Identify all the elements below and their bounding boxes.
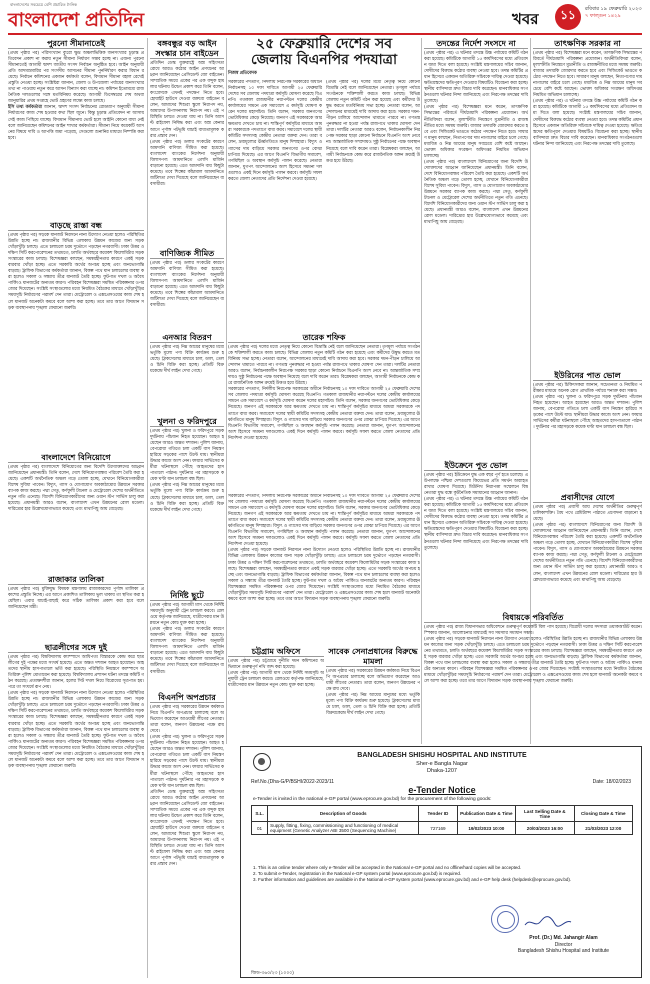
lead-body-col1	[228, 80, 322, 330]
column-rule	[421, 38, 422, 744]
article-body-cont: সরকারের পদত্যাগ, নির্দলীয় নিরপেক্ষ সরকারের অধীনে নির্বাচনসহ ১০ দফা দাবিতে আগামী ২৫ ফেব্রুয়ারি দেশের সব জেলায় পদযাত্রা কর্মসূচি ঘোষণা করেছে বিএনপি। গতকাল রাজধানীর নয়াপল্টনে দলের কেন্দ্রীয় কার্যালয়ের সামনে এক সমাবেশে এ কর্মসূচি ঘোষণা করেন দলের মহাসচিব। তিনি বলেন, সরকার জনগণের ভোটাধিকার কেড়ে নিয়েছে। জনগণ এই সরকারকে আর ক্ষমতায় দেখতে চায় না। শান্তিপূর্ণ কর্মসূচির মাধ্যমে আমরা সরকারকে পদত্যাগে বাধ্য করব। সমাবেশে দলের স্থায়ী কমিটির সদস্যসহ কেন্দ্রীয় নেতারা বক্তব্য দেন। তারা বলেন, দ্রব্যমূল্যের ঊর্ধ্বগতিতে মানুষ দিশাহারা। বিদ্যুৎ ও গ্যাসের দাম বাড়িয়ে সরকার জনগণের ওপর বোঝা চাপিয়ে দিয়েছে। এর আগে বিএনপি বিভাগীয় সমাবেশ, গণমিছিল ও অবস্থান কর্মসূচি পালন করেছে। নেতারা জানান, যুগপৎ আন্দোলনের অংশ হিসেবে সমমনা দলগুলোও একই দিনে কর্মসূচি পালন করবে। কর্মসূচি সফল করতে জেলা নেতাদের প্রতি নির্দেশনা দেওয়া হয়েছে।	[228, 387, 420, 441]
article-bnp-opoprochar	[150, 692, 224, 978]
cell-description: Supply, fitting, fixing, commissioning and functioning of medical equipment (Genetic Analyzer ABI 3500 (Sequencing Machine)	[268, 822, 419, 835]
article-rajakar-talika	[8, 574, 144, 640]
article-body-cont: প্রতিদিন ডেস্ক যুক্তরাষ্ট্রে অস্ত্র সহিংসতা রোধে আরও কঠোর আইন প্রণয়নের আহ্বান জানিয়েছেন প্রেসিডেন্ট জো বাইডেন। সাম্প্রতিক সময়ে একের পর এক বন্দুক হামলার ঘটনায় উদ্বেগ প্রকাশ করে তিনি বলেন, কংগ্রেসকে এখনই পদক্ষেপ নিতে হবে। হোয়াইট হাউসে দেওয়া বক্তব্যে বাইডেন বলেন, আমাদের শিশুরা স্কুলে নিরাপদ নয়, আমাদের উপাসনালয় নিরাপদ নয়। এই পরিস্থিতি চলতে দেওয়া যায় না। তিনি অ্যাসল্ট রাইফেল নিষিদ্ধ করা এবং অস্ত্র কেনার আগে পূর্ণাঙ্গ পটভূমি যাচাই বাধ্যতামূলক করার প্রস্তাব দেন।	[150, 789, 224, 868]
article-chhatraleague	[8, 642, 144, 978]
article-body: (প্রথম পৃষ্ঠার পর) ইউক্রেনে যুদ্ধ এক বছর পূর্ণ হতে চলেছে। এ উপলক্ষে পশ্চিমা দেশগুলো কিয়েভের প্রতি সমর্থন অব্যাহত রাখার ঘোষণা দিয়েছে। মিউনিখ নিরাপত্তা সম্মেলনে বিশ্বনেতারা যুদ্ধ বন্ধে কূটনৈতিক সমাধানের আহ্বান জানান।	[424, 473, 528, 497]
col-header: Tender ID	[419, 806, 457, 822]
article-sabek-senaprodhan	[326, 646, 420, 744]
cell-tender-id: 727169	[419, 822, 457, 835]
cell-closing: 21/03/2023 12:00	[574, 822, 632, 835]
article-body: (প্রথম পৃষ্ঠার পর) দলের মধ্যে নেতৃত্ব নিয়ে কোনো বিভ্রান্তি নেই বলে জানিয়েছেন নেতারা। তৃণমূল পর্যায়ে সংগঠনকে শক্তিশালী করতে কাজ চলছে। বিভিন্ন জেলায় নতুন কমিটি গঠন করা হয়েছে এবং কর্মীদের উদ্বুদ্ধ করতে মতবিনিময় সভা হচ্ছে। নেতারা বলেন, আন্দোলনের মাধ্যমেই দাবি আদায় করা হবে। সরকার দমন-পীড়ন চালিয়ে আন্দোলন থামাতে পারবে না। গণতন্ত্র পুনরুদ্ধার না হওয়া পর্যন্ত রাজপথে থাকার ঘোষণা দেন তারা। দলটির নেতারা আরও বলেন, নির্বাচনকালীন নিরপেক্ষ সরকার ছাড়া কোনো নির্বাচনে বিএনপি অংশ নেবে না। আন্তর্জাতিক সম্প্রদায়ও সুষ্ঠু নির্বাচনের পক্ষে অবস্থান নিয়েছে বলে দাবি করেন তারা। বিশ্লেষকরা বলছেন, আগামী নির্বাচনকে কেন্দ্র করে রাজনৈতিক অঙ্গন ক্রমেই উত্তপ্ত হয়ে উঠছে।	[326, 80, 420, 164]
article-body	[8, 105, 144, 141]
article-bidhayak	[424, 612, 642, 744]
tender-note: 3. Further information and guidelines are available in the National e-GP system portal (www.eprocure.gov.bd) and e-GP help desk (helpdesk@eprocure.gov.bd).	[253, 877, 572, 882]
article-headline: এনআর বিতরণ	[150, 332, 224, 343]
article-body: (প্রথম পৃষ্ঠার পর) এ ঘটনার তদন্তে উচ্চ পর্যায়ের কমিটি গঠন করা হয়েছে। কমিটিকে আগামী ১৫ কার্যদিবসের মধ্যে প্রতিবেদন জমা দিতে বলা হয়েছে। সংশ্লিষ্ট মন্ত্রণালয়ের সচিব জানান, দোষীদের বিরুদ্ধে কঠোর ব্যবস্থা নেওয়া হবে। তদন্ত কমিটির প্রধান হিসেবে একজন অতিরিক্ত সচিবকে দায়িত্ব দেওয়া হয়েছে। ক্ষতিগ্রস্তদের ক্ষতিপূরণ দেওয়ার বিষয়টিও বিবেচনা করা হচ্ছে। স্থানীয় বাসিন্দারা দ্রুত বিচার দাবি করেছেন। মানবাধিকার সংগঠনগুলো ঘটনার নিন্দা জানিয়েছে এবং নিরপেক্ষ তদন্তের দাবি তুলেছে।	[424, 51, 528, 105]
signer-organization: Bangladesh Shishu Hospital and Institute	[517, 948, 610, 954]
column-rule	[147, 38, 148, 978]
article-headline: বাড়ছে রাস্তা বন্ধ	[8, 220, 144, 231]
signer-name: Prof. (Dr.) Md. Jahangir Alam	[529, 935, 598, 941]
lead-continuation	[228, 494, 420, 644]
article-body: (প্রথম পৃষ্ঠার পর) মুক্তিযুদ্ধ বিষয়ক মন্ত্রণালয় রাজাকারদের পূর্ণাঙ্গ তালিকা প্রকাশের প্রস্তুতি নিচ্ছে। এর আগে প্রকাশিত তালিকায় ভুল থাকায় তা স্থগিত করা হয়েছিল। এবার যাচাই-বাছাই করে সঠিক তালিকা প্রকাশ করা হবে বলে জানিয়েছেন মন্ত্রী।	[8, 587, 144, 611]
masthead-rule	[8, 33, 642, 35]
tender-note: 2. To submit e-Tender, registration in the National e-GP system portal (www.eprocure.gov.bd) is required.	[253, 871, 462, 876]
gd-number: জিড-৩৬০/২৩ (১০০০)	[251, 970, 294, 975]
tender-intro: e-Tender is invited in the national e-GP portal (www.eprocure.gov.bd) for the procurement of the following goods:	[253, 797, 492, 802]
col-header: Description of Goods	[268, 806, 419, 822]
article-body-cont: (প্রথম পৃষ্ঠার পর) নিম্ন আয়ের মানুষের মধ্যে ভর্তুকি মূল্যে পণ্য বিক্রি কার্যক্রম শুরু হয়েছে। ট্রাকসেলের মাধ্যমে চাল, ডাল, তেল ও চিনি বিক্রি করা হচ্ছে। প্রতিটি বিক্রয়কেন্দ্রে দীর্ঘ লাইন দেখা গেছে।	[326, 693, 420, 717]
lead-body-col2	[326, 80, 420, 330]
article-headline: ছাত্রলীগের সঙ্গে দুই	[8, 642, 144, 653]
article-headline: পুরনো সীমানাতেই	[8, 38, 144, 49]
table-row	[252, 822, 633, 835]
article-body: প্রতিদিন ডেস্ক যুক্তরাষ্ট্রে অস্ত্র সহিংসতা রোধে আরও কঠোর আইন প্রণয়নের আহ্বান জানিয়েছেন প্রেসিডেন্ট জো বাইডেন। সাম্প্রতিক সময়ে একের পর এক বন্দুক হামলার ঘটনায় উদ্বেগ প্রকাশ করে তিনি বলেন, কংগ্রেসকে এখনই পদক্ষেপ নিতে হবে। হোয়াইট হাউসে দেওয়া বক্তব্যে বাইডেন বলেন, আমাদের শিশুরা স্কুলে নিরাপদ নয়, আমাদের উপাসনালয় নিরাপদ নয়। এই পরিস্থিতি চলতে দেওয়া যায় না। তিনি অ্যাসল্ট রাইফেল নিষিদ্ধ করা এবং অস্ত্র কেনার আগে পূর্ণাঙ্গ পটভূমি যাচাই বাধ্যতামূলক করার প্রস্তাব দেন।	[150, 61, 224, 139]
article-headline: তাৎক্ষণিক সরকার না	[533, 38, 642, 49]
article-body-cont: (প্রথম পৃষ্ঠার পর) ডলার সংকটের কারণে আমদানি বাণিজ্য সীমিত করা হয়েছে। বাংলাদেশ ব্যাংকের নির্দেশনা অনুযায়ী বিলাসপণ্য আমদানিতে এলসি মার্জিন বাড়ানো হয়েছে। এতে আমদানি ব্যয় কিছুটা কমেছে। তবে শিল্পের কাঁচামাল আমদানিতে জটিলতা দেখা দিয়েছে বলে জানিয়েছেন ব্যবসায়ীরা।	[150, 139, 224, 187]
cell-sl: 01	[252, 822, 268, 835]
article-headline: বঙ্গবন্ধুর বড় আইন সংস্কার চান বাইডেন	[150, 38, 224, 59]
article-headline: প্রবাসীদের যোগে	[533, 492, 642, 503]
article-body: (প্রথম পৃষ্ঠার পর) নিম্ন আয়ের মানুষের মধ্যে ভর্তুকি মূল্যে পণ্য বিক্রি কার্যক্রম শুরু হয়েছে। ট্রাকসেলের মাধ্যমে চাল, ডাল, তেল ও চিনি বিক্রি করা হচ্ছে। প্রতিটি বিক্রয়কেন্দ্রে দীর্ঘ লাইন দেখা গেছে।	[150, 345, 224, 375]
article-body: (প্রথম পৃষ্ঠার পর) সড়কে যানজট নিরসনে নানা উদ্যোগ নেওয়া হলেও পরিস্থিতির উন্নতি হচ্ছে না। রাজধানীর বিভিন্ন এলাকায় উন্নয়ন কাজের জন্য সড়ক খোঁড়াখুঁড়ি চলছে। এতে চলাচলে চরম দুর্ভোগে পড়ছেন নগরবাসী। ঢাকা উত্তর ও দক্ষিণ সিটি করপোরেশনের তথ্যমতে, চলতি অর্থবছরে কয়েকশ কিলোমিটার সড়ক সংস্কারের কাজ চলছে। বিশেষজ্ঞরা বলছেন, সমন্বয়হীনতার কারণে একই সড়ক বারবার খোঁড়া হচ্ছে। এতে সরকারি অর্থের অপচয় হচ্ছে এবং জনভোগান্তি বাড়ছে। ট্রাফিক বিভাগের কর্মকর্তারা জানান, বিকল্প পথে যান চলাচলের ব্যবস্থা করা হলেও সকাল ও সন্ধ্যায় তীব্র যানজট তৈরি হচ্ছে। ফুটপাত দখল ও অবৈধ পার্কিংও যানজটের অন্যতম কারণ। পরিবহন বিশেষজ্ঞরা সমন্বিত পরিকল্পনার ওপর জোর দিয়েছেন। সংশ্লিষ্ট সংস্থাগুলোর মধ্যে নিয়মিত বৈঠকের মাধ্যমে খোঁড়াখুঁড়ির সময়সূচি নির্ধারণের পরামর্শ দেন তারা। মেট্রোরেল ও এক্সপ্রেসওয়ের কাজ শেষ হলে যানজট অনেকটা কমবে বলে আশা করা হচ্ছে। তবে তার আগে বিদ্যমান সড়ক ব্যবস্থাপনায় শৃঙ্খলা ফেরানো জরুরি।	[8, 233, 144, 311]
col-header: Last Selling Date & Time	[516, 806, 574, 822]
article-body: (প্রথম পৃষ্ঠার পর) আগামী মাস থেকে নির্দিষ্ট সময়সূচি অনুযায়ী ট্রেন চলাচল করবে। রেলওয়ে কর্তৃপক্ষ জানিয়েছে, যাত্রীসেবার মান উন্নয়নে নতুন কোচ যুক্ত করা হচ্ছে।	[150, 603, 224, 627]
article-body: (প্রথম পৃষ্ঠার পর) বিশেষজ্ঞরা মনে করেন, তাৎক্ষণিক সিদ্ধান্তের পরিবর্তে দীর্ঘমেয়াদি পরিকল্পনা প্রয়োজন। অর্থনীতিবিদরা বলেন, মূল্যস্ফীতি নিয়ন্ত্রণে মুদ্রানীতি ও রাজস্বনীতির মধ্যে সমন্বয় জরুরি। বাজার তদারকি জোরদার করতে হবে এবং সিন্ডিকেট ভাঙতে কঠোর পদক্ষেপ নিতে হবে। সাধারণ মানুষ বলছেন, নিত্যপণ্যের দাম নাগালের বাইরে চলে গেছে। মধ্যবিত্ত ও নিম্ন আয়ের মানুষ সবচেয়ে বেশি কষ্টে আছেন। ভোক্তা অধিকার সংরক্ষণ অধিদপ্তর নিয়মিত অভিযান চালাচ্ছে।	[533, 51, 642, 99]
signature-icon	[523, 915, 573, 929]
article-body: (প্রথম পৃষ্ঠার পর) পরিসংখ্যান ব্যুরো ক্ষুদ্র অঞ্চলভিত্তিক জনসংখ্যার চূড়ান্ত প্রতিবেদন প্রকাশ না করায় নতুন সীমানা নির্ধারণ সম্ভব হচ্ছে না। এজন্য পুরনো সীমানাতেই আগামী দ্বাদশ জাতীয় সংসদ নির্বাচন অনুষ্ঠিত হবে। আইন অনুযায়ী প্রতি আদমশুমারির পর সংসদীয় আসনের সীমানা পুনর্নির্ধারণ করার বিধান রয়েছে। নির্বাচন কমিশনের একজন কর্মকর্তা বলেন, বিদ্যমান সীমানা বহাল রেখেই প্রস্তুতি নেওয়া হচ্ছে। সংশ্লিষ্টরা জানান, জেলা ও উপজেলা পর্যায়ের জনসংখ্যার তথ্য না পাওয়ায় নতুন করে আসন বিন্যাস করা যাচ্ছে না। কমিশন ইতোমধ্যে রাজনৈতিক দলগুলোর সঙ্গে মতবিনিময় করেছে। আগামী ডিসেম্বরের শেষ অথবা জানুয়ারির প্রথম সপ্তাহে ভোট গ্রহণের লক্ষ্যে কাজ চলছে।	[8, 51, 144, 105]
signer-title: Director	[554, 941, 573, 948]
article-body-repeat: (প্রথম পৃষ্ঠার পর) সড়কে যানজট নিরসনে নানা উদ্যোগ নেওয়া হলেও পরিস্থিতির উন্নতি হচ্ছে না। রাজধানীর বিভিন্ন এলাকায় উন্নয়ন কাজের জন্য সড়ক খোঁড়াখুঁড়ি চলছে। এতে চলাচলে চরম দুর্ভোগে পড়ছেন নগরবাসী। ঢাকা উত্তর ও দক্ষিণ সিটি করপোরেশনের তথ্যমতে, চলতি অর্থবছরে কয়েকশ কিলোমিটার সড়ক সংস্কারের কাজ চলছে। বিশেষজ্ঞরা বলছেন, সমন্বয়হীনতার কারণে একই সড়ক বারবার খোঁড়া হচ্ছে। এতে সরকারি অর্থের অপচয় হচ্ছে এবং জনভোগান্তি বাড়ছে। ট্রাফিক বিভাগের কর্মকর্তারা জানান, বিকল্প পথে যান চলাচলের ব্যবস্থা করা হলেও সকাল ও সন্ধ্যায় তীব্র যানজট তৈরি হচ্ছে। ফুটপাত দখল ও অবৈধ পার্কিংও যানজটের অন্যতম কারণ। পরিবহন বিশেষজ্ঞরা সমন্বিত পরিকল্পনার ওপর জোর দিয়েছেন। সংশ্লিষ্ট সংস্থাগুলোর মধ্যে নিয়মিত বৈঠকের মাধ্যমে খোঁড়াখুঁড়ির সময়সূচি নির্ধারণের পরামর্শ দেন তারা। মেট্রোরেল ও এক্সপ্রেসওয়ের কাজ শেষ হলে যানজট অনেকটা কমবে বলে আশা করা হচ্ছে। তবে তার আগে বিদ্যমান সড়ক ব্যবস্থাপনায় শৃঙ্খলা ফেরানো জরুরি।	[8, 691, 144, 769]
article-body: (প্রথম পৃষ্ঠার পর) খুলনা ও ফরিদপুরে সড়ক দুর্ঘটনায় পাঁচজন নিহত হয়েছেন। আহত হয়েছেন আরও অন্তত দশজন। পুলিশ জানায়, বেপরোয়া গতিতে চলা একটি বাস নিয়ন্ত্রণ হারিয়ে সড়কের পাশে উল্টে যায়। স্থানীয়রা উদ্ধার কাজে অংশ নেন। ফায়ার সার্ভিসের কর্মীরা ঘটনাস্থলে পৌঁছে আহতদের হাসপাতালে পাঠান। দুর্ঘটনার পর মহাসড়কে কয়েক ঘণ্টা যান চলাচল বন্ধ ছিল।	[150, 429, 224, 483]
article-puraton-simana	[8, 38, 144, 218]
article-subhead: ইসি তথ্য কর্মকর্তারা	[8, 105, 42, 111]
article-body-cont: (প্রথম পৃষ্ঠার পর) নিম্ন আয়ের মানুষের মধ্যে ভর্তুকি মূল্যে পণ্য বিক্রি কার্যক্রম শুরু হয়েছে। ট্রাকসেলের মাধ্যমে চাল, ডাল, তেল ও চিনি বিক্রি করা হচ্ছে। প্রতিটি বিক্রয়কেন্দ্রে দীর্ঘ লাইন দেখা গেছে।	[150, 483, 224, 513]
article-body-cont: (প্রথম পৃষ্ঠার পর) বাংলাদেশে বিনিয়োগের জন্য বিদেশি উদ্যোক্তাদের আহ্বান জানিয়েছেন প্রধানমন্ত্রী। তিনি বলেন, দেশে বিনিয়োগবান্ধব পরিবেশ তৈরি করা হয়েছে। একশটি অর্থনৈতিক অঞ্চল গড়ে তোলা হচ্ছে, যেখানে বিনিয়োগকারীরা বিশেষ সুবিধা পাবেন। বিদ্যুৎ, গ্যাস ও যোগাযোগ অবকাঠামোর উন্নয়নে সরকার ব্যাপক কাজ করছে। পদ্মা সেতু, কর্ণফুলী টানেল ও মেট্রোরেল দেশের অর্থনীতিতে নতুন গতি এনেছে। বিদেশি বিনিয়োগকারীদের জন্য ওয়ান স্টপ সার্ভিস চালু করা হয়েছে। প্রধানমন্ত্রী আরও বলেন, বাংলাদেশ এখন উন্নয়নের রোল মডেল। দারিদ্র্যের হার উল্লেখযোগ্যভাবে কমেছে এবং মাথাপিছু আয় বেড়েছে।	[533, 523, 642, 583]
article-nirdishto	[150, 590, 224, 690]
article-headline: ইউরিনের পাত ভোল	[533, 370, 642, 381]
article-ukraine	[424, 460, 528, 610]
tender-address-line1: Sher-e Bangla Nagar	[416, 761, 468, 767]
article-body: (প্রথম পৃষ্ঠার পর) দলের মধ্যে নেতৃত্ব নিয়ে কোনো বিভ্রান্তি নেই বলে জানিয়েছেন নেতারা। তৃণমূল পর্যায়ে সংগঠনকে শক্তিশালী করতে কাজ চলছে। বিভিন্ন জেলায় নতুন কমিটি গঠন করা হয়েছে এবং কর্মীদের উদ্বুদ্ধ করতে মতবিনিময় সভা হচ্ছে। নেতারা বলেন, আন্দোলনের মাধ্যমেই দাবি আদায় করা হবে। সরকার দমন-পীড়ন চালিয়ে আন্দোলন থামাতে পারবে না। গণতন্ত্র পুনরুদ্ধার না হওয়া পর্যন্ত রাজপথে থাকার ঘোষণা দেন তারা। দলটির নেতারা আরও বলেন, নির্বাচনকালীন নিরপেক্ষ সরকার ছাড়া কোনো নির্বাচনে বিএনপি অংশ নেবে না। আন্তর্জাতিক সম্প্রদায়ও সুষ্ঠু নির্বাচনের পক্ষে অবস্থান নিয়েছে বলে দাবি করেন তারা। বিশ্লেষকরা বলছেন, আগামী নির্বাচনকে কেন্দ্র করে রাজনৈতিক অঙ্গন ক্রমেই উত্তপ্ত হয়ে উঠছে।	[228, 345, 420, 387]
article-headline: বিএনপি অপপ্রচার	[150, 692, 224, 703]
article-body: (প্রথম পৃষ্ঠার পর) বাংলাদেশে বিনিয়োগের জন্য বিদেশি উদ্যোক্তাদের আহ্বান জানিয়েছেন প্রধানমন্ত্রী। তিনি বলেন, দেশে বিনিয়োগবান্ধব পরিবেশ তৈরি করা হয়েছে। একশটি অর্থনৈতিক অঞ্চল গড়ে তোলা হচ্ছে, যেখানে বিনিয়োগকারীরা বিশেষ সুবিধা পাবেন। বিদ্যুৎ, গ্যাস ও যোগাযোগ অবকাঠামোর উন্নয়নে সরকার ব্যাপক কাজ করছে। পদ্মা সেতু, কর্ণফুলী টানেল ও মেট্রোরেল দেশের অর্থনীতিতে নতুন গতি এনেছে। বিদেশি বিনিয়োগকারীদের জন্য ওয়ান স্টপ সার্ভিস চালু করা হয়েছে। প্রধানমন্ত্রী আরও বলেন, বাংলাদেশ এখন উন্নয়নের রোল মডেল। দারিদ্র্যের হার উল্লেখযোগ্যভাবে কমেছে এবং মাথাপিছু আয় বেড়েছে।	[8, 465, 144, 513]
article-body: সরকারের পদত্যাগ, নির্দলীয় নিরপেক্ষ সরকারের অধীনে নির্বাচনসহ ১০ দফা দাবিতে আগামী ২৫ ফেব্রুয়ারি দেশের সব জেলায় পদযাত্রা কর্মসূচি ঘোষণা করেছে বিএনপি। গতকাল রাজধানীর নয়াপল্টনে দলের কেন্দ্রীয় কার্যালয়ের সামনে এক সমাবেশে এ কর্মসূচি ঘোষণা করেন দলের মহাসচিব। তিনি বলেন, সরকার জনগণের ভোটাধিকার কেড়ে নিয়েছে। জনগণ এই সরকারকে আর ক্ষমতায় দেখতে চায় না। শান্তিপূর্ণ কর্মসূচির মাধ্যমে আমরা সরকারকে পদত্যাগে বাধ্য করব। সমাবেশে দলের স্থায়ী কমিটির সদস্যসহ কেন্দ্রীয় নেতারা বক্তব্য দেন। তারা বলেন, দ্রব্যমূল্যের ঊর্ধ্বগতিতে মানুষ দিশাহারা। বিদ্যুৎ ও গ্যাসের দাম বাড়িয়ে সরকার জনগণের ওপর বোঝা চাপিয়ে দিয়েছে। এর আগে বিএনপি বিভাগীয় সমাবেশ, গণমিছিল ও অবস্থান কর্মসূচি পালন করেছে। নেতারা জানান, যুগপৎ আন্দোলনের অংশ হিসেবে সমমনা দলগুলোও একই দিনে কর্মসূচি পালন করবে। কর্মসূচি সফল করতে জেলা নেতাদের প্রতি নির্দেশনা দেওয়া হয়েছে।	[228, 494, 420, 548]
column-rule	[226, 38, 227, 744]
article-body-cont: (প্রথম পৃষ্ঠার পর) সড়কে যানজট নিরসনে নানা উদ্যোগ নেওয়া হলেও পরিস্থিতির উন্নতি হচ্ছে না। রাজধানীর বিভিন্ন এলাকায় উন্নয়ন কাজের জন্য সড়ক খোঁড়াখুঁড়ি চলছে। এতে চলাচলে চরম দুর্ভোগে পড়ছেন নগরবাসী। ঢাকা উত্তর ও দক্ষিণ সিটি করপোরেশনের তথ্যমতে, চলতি অর্থবছরে কয়েকশ কিলোমিটার সড়ক সংস্কারের কাজ চলছে। বিশেষজ্ঞরা বলছেন, সমন্বয়হীনতার কারণে একই সড়ক বারবার খোঁড়া হচ্ছে। এতে সরকারি অর্থের অপচয় হচ্ছে এবং জনভোগান্তি বাড়ছে। ট্রাফিক বিভাগের কর্মকর্তারা জানান, বিকল্প পথে যান চলাচলের ব্যবস্থা করা হলেও সকাল ও সন্ধ্যায় তীব্র যানজট তৈরি হচ্ছে। ফুটপাত দখল ও অবৈধ পার্কিংও যানজটের অন্যতম কারণ। পরিবহন বিশেষজ্ঞরা সমন্বিত পরিকল্পনার ওপর জোর দিয়েছেন। সংশ্লিষ্ট সংস্থাগুলোর মধ্যে নিয়মিত বৈঠকের মাধ্যমে খোঁড়াখুঁড়ির সময়সূচি নির্ধারণের পরামর্শ দেন তারা। মেট্রোরেল ও এক্সপ্রেসওয়ের কাজ শেষ হলে যানজট অনেকটা কমবে বলে আশা করা হচ্ছে। তবে তার আগে বিদ্যমান সড়ক ব্যবস্থাপনায় শৃঙ্খলা ফেরানো জরুরি।	[424, 637, 642, 685]
lead-headline-block	[228, 36, 420, 77]
article-body-cont: (প্রথম পৃষ্ঠার পর) খুলনা ও ফরিদপুরে সড়ক দুর্ঘটনায় পাঁচজন নিহত হয়েছেন। আহত হয়েছেন আরও অন্তত দশজন। পুলিশ জানায়, বেপরোয়া গতিতে চলা একটি বাস নিয়ন্ত্রণ হারিয়ে সড়কের পাশে উল্টে যায়। স্থানীয়রা উদ্ধার কাজে অংশ নেন। ফায়ার সার্ভিসের কর্মীরা ঘটনাস্থলে পৌঁছে আহতদের হাসপাতালে পাঠান। দুর্ঘটনার পর মহাসড়কে কয়েক ঘণ্টা যান চলাচল বন্ধ ছিল।	[533, 395, 642, 431]
col-header: Publication Date & Time	[457, 806, 515, 822]
article-headline: ইউক্রেনে পুত ভোল	[424, 460, 528, 471]
article-body-cont: (প্রথম পৃষ্ঠার পর) ডলার সংকটের কারণে আমদানি বাণিজ্য সীমিত করা হয়েছে। বাংলাদেশ ব্যাংকের নির্দেশনা অনুযায়ী বিলাসপণ্য আমদানিতে এলসি মার্জিন বাড়ানো হয়েছে। এতে আমদানি ব্যয় কিছুটা কমেছে। তবে শিল্পের কাঁচামাল আমদানিতে জটিলতা দেখা দিয়েছে বলে জানিয়েছেন ব্যবসায়ীরা।	[150, 627, 224, 675]
tender-date: Date: 18/02/2023	[592, 779, 631, 785]
article-body: (প্রথম পৃষ্ঠার পর) প্রবাসী আয় দেশের অর্থনীতির গুরুত্বপূর্ণ চালিকাশক্তি। বৈধ পথে রেমিট্যান্স পাঠাতে প্রণোদনা বাড়ানো হয়েছে।	[533, 505, 642, 523]
cell-last-selling: 20/03/2023 16:00	[516, 822, 574, 835]
col-header: Closing Date & Time	[574, 806, 632, 822]
dateline	[585, 6, 647, 20]
tender-notice	[240, 746, 642, 978]
official-seal-icon	[491, 905, 519, 933]
section-name: খবর	[512, 10, 539, 28]
article-headline: তদন্তের নির্দেশ সংসদে না	[424, 38, 528, 49]
article-body-cont: (প্রথম পৃষ্ঠার পর) এ ঘটনার তদন্তে উচ্চ পর্যায়ের কমিটি গঠন করা হয়েছে। কমিটিকে আগামী ১৫ কার্যদিবসের মধ্যে প্রতিবেদন জমা দিতে বলা হয়েছে। সংশ্লিষ্ট মন্ত্রণালয়ের সচিব জানান, দোষীদের বিরুদ্ধে কঠোর ব্যবস্থা নেওয়া হবে। তদন্ত কমিটির প্রধান হিসেবে একজন অতিরিক্ত সচিবকে দায়িত্ব দেওয়া হয়েছে। ক্ষতিগ্রস্তদের ক্ষতিপূরণ দেওয়ার বিষয়টিও বিবেচনা করা হচ্ছে। স্থানীয় বাসিন্দারা দ্রুত বিচার দাবি করেছেন। মানবাধিকার সংগঠনগুলো ঘটনার নিন্দা জানিয়েছে এবং নিরপেক্ষ তদন্তের দাবি তুলেছে।	[424, 497, 528, 551]
article-headline: বিধায়কে পরিবর্তিত	[424, 612, 642, 623]
article-tarek	[228, 332, 420, 492]
tender-organization: BANGLADESH SHISHU HOSPITAL AND INSTITUTE	[357, 752, 527, 759]
article-headline: নির্দিষ্ট ছুটে	[150, 590, 224, 601]
lead-byline: নিজস্ব প্রতিবেদক	[228, 71, 257, 76]
signature-block	[491, 935, 636, 955]
article-body: (প্রথম পৃষ্ঠার পর) চট্টগ্রামে দুর্নীতি দমন কমিশনের অভিযানে গুরুত্বপূর্ণ নথি জব্দ করা হয়েছে।	[228, 659, 324, 671]
article-headline: সাবেক সেনাপ্রধানের বিরুদ্ধে মামলা	[326, 646, 420, 667]
article-body: (প্রথম পৃষ্ঠার পর) রাজ্য বিধানসভার অধিবেশনে গুরুত্বপূর্ণ কয়েকটি বিল পাস হয়েছে। বিরোধী দলের সদস্যরা ওয়াকআউট করেন। স্পিকার জানান, আলোচনার মাধ্যমেই সব সমস্যার সমাধান সম্ভব।	[424, 625, 642, 637]
article-body: (প্রথম পৃষ্ঠার পর) চিকিৎসকরা জানান, সচেতনতা ও নিয়মিত পরীক্ষার মাধ্যমে অনেক রোগ প্রাথমিক পর্যায়ে শনাক্ত করা সম্ভব।	[533, 383, 642, 395]
tender-notes	[253, 865, 633, 883]
article-body: (প্রথম পৃষ্ঠার পর) সরকারের উন্নয়ন কর্মকাণ্ড নিয়ে বিএনপি অপপ্রচার চালাচ্ছে বলে অভিযোগ করেছেন আওয়ামী লীগের নেতারা। তারা বলেন, জনগণ উন্নয়নের পক্ষে রায় দেবে।	[326, 669, 420, 693]
article-tatkhanik	[533, 38, 642, 368]
col-header: S.L.	[252, 806, 268, 822]
tender-address-line2: Dhaka-1207	[427, 768, 457, 774]
article-body: সরকারের পদত্যাগ, নির্দলীয় নিরপেক্ষ সরকারের অধীনে নির্বাচনসহ ১০ দফা দাবিতে আগামী ২৫ ফেব্রুয়ারি দেশের সব জেলায় পদযাত্রা কর্মসূচি ঘোষণা করেছে বিএনপি। গতকাল রাজধানীর নয়াপল্টনে দলের কেন্দ্রীয় কার্যালয়ের সামনে এক সমাবেশে এ কর্মসূচি ঘোষণা করেন দলের মহাসচিব। তিনি বলেন, সরকার জনগণের ভোটাধিকার কেড়ে নিয়েছে। জনগণ এই সরকারকে আর ক্ষমতায় দেখতে চায় না। শান্তিপূর্ণ কর্মসূচির মাধ্যমে আমরা সরকারকে পদত্যাগে বাধ্য করব। সমাবেশে দলের স্থায়ী কমিটির সদস্যসহ কেন্দ্রীয় নেতারা বক্তব্য দেন। তারা বলেন, দ্রব্যমূল্যের ঊর্ধ্বগতিতে মানুষ দিশাহারা। বিদ্যুৎ ও গ্যাসের দাম বাড়িয়ে সরকার জনগণের ওপর বোঝা চাপিয়ে দিয়েছে। এর আগে বিএনপি বিভাগীয় সমাবেশ, গণমিছিল ও অবস্থান কর্মসূচি পালন করেছে। নেতারা জানান, যুগপৎ আন্দোলনের অংশ হিসেবে সমমনা দলগুলোও একই দিনে কর্মসূচি পালন করবে। কর্মসূচি সফল করতে জেলা নেতাদের প্রতি নির্দেশনা দেওয়া হয়েছে।	[228, 80, 322, 182]
newspaper-logo: বাংলাদেশ প্রতিদিন	[8, 9, 144, 31]
date-bengali: রবিবার ১৯ ফেব্রুয়ারি ২০২৩	[585, 6, 642, 12]
article-body-cont: (প্রথম পৃষ্ঠার পর) আগামী মাস থেকে নির্দিষ্ট সময়সূচি অনুযায়ী ট্রেন চলাচল করবে। রেলওয়ে কর্তৃপক্ষ জানিয়েছে, যাত্রীসেবার মান উন্নয়নে নতুন কোচ যুক্ত করা হচ্ছে।	[228, 671, 324, 689]
article-body-cont: (প্রথম পৃষ্ঠার পর) এ ঘটনার তদন্তে উচ্চ পর্যায়ের কমিটি গঠন করা হয়েছে। কমিটিকে আগামী ১৫ কার্যদিবসের মধ্যে প্রতিবেদন জমা দিতে বলা হয়েছে। সংশ্লিষ্ট মন্ত্রণালয়ের সচিব জানান, দোষীদের বিরুদ্ধে কঠোর ব্যবস্থা নেওয়া হবে। তদন্ত কমিটির প্রধান হিসেবে একজন অতিরিক্ত সচিবকে দায়িত্ব দেওয়া হয়েছে। ক্ষতিগ্রস্তদের ক্ষতিপূরণ দেওয়ার বিষয়টিও বিবেচনা করা হচ্ছে। স্থানীয় বাসিন্দারা দ্রুত বিচার দাবি করেছেন। মানবাধিকার সংগঠনগুলো ঘটনার নিন্দা জানিয়েছে এবং নিরপেক্ষ তদন্তের দাবি তুলেছে।	[533, 99, 642, 147]
article-body-cont: জানান, দ্বাদশ সংসদ নির্বাচনের রোডম্যাপ অনুযায়ী সীমানা নির্ধারণের কাজ শেষ হওয়ার কথা ছিল জুনে। কিন্তু চূড়ান্ত প্রতিবেদন না আসায় সেই কাজ পিছিয়ে যাচ্ছে। বিদ্যমান সীমানায় ভোট হলে আইনি কোনো বাধা নেই বলে জানিয়েছেন কমিশনের আইন শাখার কর্মকর্তারা। সীমানা নিয়ে কয়েকটি আসনের বিষয়ে দাবি ও আপত্তি জমা পড়েছে, সেগুলো শুনানির মাধ্যমে নিষ্পত্তি করা হবে।	[8, 105, 144, 141]
article-headline: বাণিজ্যিক সীমিত	[150, 248, 224, 259]
article-headline: তারেক শফিক	[228, 332, 420, 343]
article-body: (প্রথম পৃষ্ঠার পর) বিশ্ববিদ্যালয় ক্যাম্পাসে আধিপত্য বিস্তারকে কেন্দ্র করে ছাত্রলীগের দুই পক্ষের মধ্যে সংঘর্ষ হয়েছে। এতে অন্তত দশজন আহত হয়েছেন। আহতদের স্থানীয় হাসপাতালে ভর্তি করা হয়েছে। পরিস্থিতি নিয়ন্ত্রণে ক্যাম্পাসে অতিরিক্ত পুলিশ মোতায়েন করা হয়েছে। বিশ্ববিদ্যালয় প্রশাসন ঘটনা তদন্তে কমিটি গঠন করেছে। প্রত্যক্ষদর্শীরা জানান, হলের সিট দখল নিয়ে বিরোধের সূত্রপাত হয়। পরে তা সংঘর্ষে রূপ নেয়।	[8, 655, 144, 691]
article-headline: রাজাকার তালিকা	[8, 574, 144, 585]
article-tadanta	[424, 38, 528, 458]
article-headline: বাংলাদেশে বিনিয়োগে	[8, 452, 144, 463]
tender-table-header	[252, 806, 633, 822]
article-body-cont: (প্রথম পৃষ্ঠার পর) বাংলাদেশে বিনিয়োগের জন্য বিদেশি উদ্যোক্তাদের আহ্বান জানিয়েছেন প্রধানমন্ত্রী। তিনি বলেন, দেশে বিনিয়োগবান্ধব পরিবেশ তৈরি করা হয়েছে। একশটি অর্থনৈতিক অঞ্চল গড়ে তোলা হচ্ছে, যেখানে বিনিয়োগকারীরা বিশেষ সুবিধা পাবেন। বিদ্যুৎ, গ্যাস ও যোগাযোগ অবকাঠামোর উন্নয়নে সরকার ব্যাপক কাজ করছে। পদ্মা সেতু, কর্ণফুলী টানেল ও মেট্রোরেল দেশের অর্থনীতিতে নতুন গতি এনেছে। বিদেশি বিনিয়োগকারীদের জন্য ওয়ান স্টপ সার্ভিস চালু করা হয়েছে। প্রধানমন্ত্রী আরও বলেন, বাংলাদেশ এখন উন্নয়নের রোল মডেল। দারিদ্র্যের হার উল্লেখযোগ্যভাবে কমেছে এবং মাথাপিছু আয় বেড়েছে।	[424, 159, 528, 226]
article-urine	[533, 370, 642, 490]
lead-headline-line1: ২৫ ফেব্রুয়ারি দেশের সব	[255, 36, 393, 52]
article-gun-law	[150, 38, 224, 246]
article-body-cont: (প্রথম পৃষ্ঠার পর) খুলনা ও ফরিদপুরে সড়ক দুর্ঘটনায় পাঁচজন নিহত হয়েছেন। আহত হয়েছেন আরও অন্তত দশজন। পুলিশ জানায়, বেপরোয়া গতিতে চলা একটি বাস নিয়ন্ত্রণ হারিয়ে সড়কের পাশে উল্টে যায়। স্থানীয়রা উদ্ধার কাজে অংশ নেন। ফায়ার সার্ভিসের কর্মীরা ঘটনাস্থলে পৌঁছে আহতদের হাসপাতালে পাঠান। দুর্ঘটনার পর মহাসড়কে কয়েক ঘণ্টা যান চলাচল বন্ধ ছিল।	[150, 735, 224, 789]
article-body-cont: (প্রথম পৃষ্ঠার পর) বিশেষজ্ঞরা মনে করেন, তাৎক্ষণিক সিদ্ধান্তের পরিবর্তে দীর্ঘমেয়াদি পরিকল্পনা প্রয়োজন। অর্থনীতিবিদরা বলেন, মূল্যস্ফীতি নিয়ন্ত্রণে মুদ্রানীতি ও রাজস্বনীতির মধ্যে সমন্বয় জরুরি। বাজার তদারকি জোরদার করতে হবে এবং সিন্ডিকেট ভাঙতে কঠোর পদক্ষেপ নিতে হবে। সাধারণ মানুষ বলছেন, নিত্যপণ্যের দাম নাগালের বাইরে চলে গেছে। মধ্যবিত্ত ও নিম্ন আয়ের মানুষ সবচেয়ে বেশি কষ্টে আছেন। ভোক্তা অধিকার সংরক্ষণ অধিদপ্তর নিয়মিত অভিযান চালাচ্ছে।	[424, 105, 528, 159]
article-headline: চট্টগ্রাম অফিসে	[228, 646, 324, 657]
article-binioge	[8, 452, 144, 572]
page-number-badge: ১১	[555, 4, 581, 30]
article-body: (প্রথম পৃষ্ঠার পর) সরকারের উন্নয়ন কর্মকাণ্ড নিয়ে বিএনপি অপপ্রচার চালাচ্ছে বলে অভিযোগ করেছেন আওয়ামী লীগের নেতারা। তারা বলেন, জনগণ উন্নয়নের পক্ষে রায় দেবে।	[150, 705, 224, 735]
tender-title: e-Tender Notice	[408, 785, 476, 795]
article-rasta-bondho	[8, 220, 144, 450]
article-enr	[150, 332, 224, 414]
logo-tagline: বাংলাদেশের সবচেয়ে বেশি প্রচারিত দৈনিক	[10, 2, 77, 7]
article-headline: খুলনা ও ফরিদপুরে	[150, 416, 224, 427]
tender-reference: Ref.No.(Dha-G/P/BSHI/2022-2023/11	[251, 779, 335, 785]
article-probashi	[533, 492, 642, 610]
article-body-cont: (প্রথম পৃষ্ঠার পর) সড়কে যানজট নিরসনে নানা উদ্যোগ নেওয়া হলেও পরিস্থিতির উন্নতি হচ্ছে না। রাজধানীর বিভিন্ন এলাকায় উন্নয়ন কাজের জন্য সড়ক খোঁড়াখুঁড়ি চলছে। এতে চলাচলে চরম দুর্ভোগে পড়ছেন নগরবাসী। ঢাকা উত্তর ও দক্ষিণ সিটি করপোরেশনের তথ্যমতে, চলতি অর্থবছরে কয়েকশ কিলোমিটার সড়ক সংস্কারের কাজ চলছে। বিশেষজ্ঞরা বলছেন, সমন্বয়হীনতার কারণে একই সড়ক বারবার খোঁড়া হচ্ছে। এতে সরকারি অর্থের অপচয় হচ্ছে এবং জনভোগান্তি বাড়ছে। ট্রাফিক বিভাগের কর্মকর্তারা জানান, বিকল্প পথে যান চলাচলের ব্যবস্থা করা হলেও সকাল ও সন্ধ্যায় তীব্র যানজট তৈরি হচ্ছে। ফুটপাত দখল ও অবৈধ পার্কিংও যানজটের অন্যতম কারণ। পরিবহন বিশেষজ্ঞরা সমন্বিত পরিকল্পনার ওপর জোর দিয়েছেন। সংশ্লিষ্ট সংস্থাগুলোর মধ্যে নিয়মিত বৈঠকের মাধ্যমে খোঁড়াখুঁড়ির সময়সূচি নির্ধারণের পরামর্শ দেন তারা। মেট্রোরেল ও এক্সপ্রেসওয়ের কাজ শেষ হলে যানজট অনেকটা কমবে বলে আশা করা হচ্ছে। তবে তার আগে বিদ্যমান সড়ক ব্যবস্থাপনায় শৃঙ্খলা ফেরানো জরুরি।	[228, 548, 420, 602]
article-khulna-faridpur	[150, 416, 224, 588]
cell-publication: 19/02/2023 10:00	[457, 822, 515, 835]
lead-headline-line2: জেলায় বিএনপির পদযাত্রা	[250, 52, 398, 68]
tender-table	[251, 805, 633, 835]
article-chattogram	[228, 646, 324, 744]
date-bengali-calendar: ৭ ফাল্গুন ১৪২৯	[585, 13, 621, 19]
masthead	[0, 0, 650, 34]
article-body: (প্রথম পৃষ্ঠার পর) ডলার সংকটের কারণে আমদানি বাণিজ্য সীমিত করা হয়েছে। বাংলাদেশ ব্যাংকের নির্দেশনা অনুযায়ী বিলাসপণ্য আমদানিতে এলসি মার্জিন বাড়ানো হয়েছে। এতে আমদানি ব্যয় কিছুটা কমেছে। তবে শিল্পের কাঁচামাল আমদানিতে জটিলতা দেখা দিয়েছে বলে জানিয়েছেন ব্যবসায়ীরা।	[150, 261, 224, 309]
tender-note: 1. This is an online tender where only e-Tender will be accepted in the National e-GP portal and no offline/hard copies will be accepted.	[253, 865, 522, 870]
article-banijjik	[150, 248, 224, 330]
